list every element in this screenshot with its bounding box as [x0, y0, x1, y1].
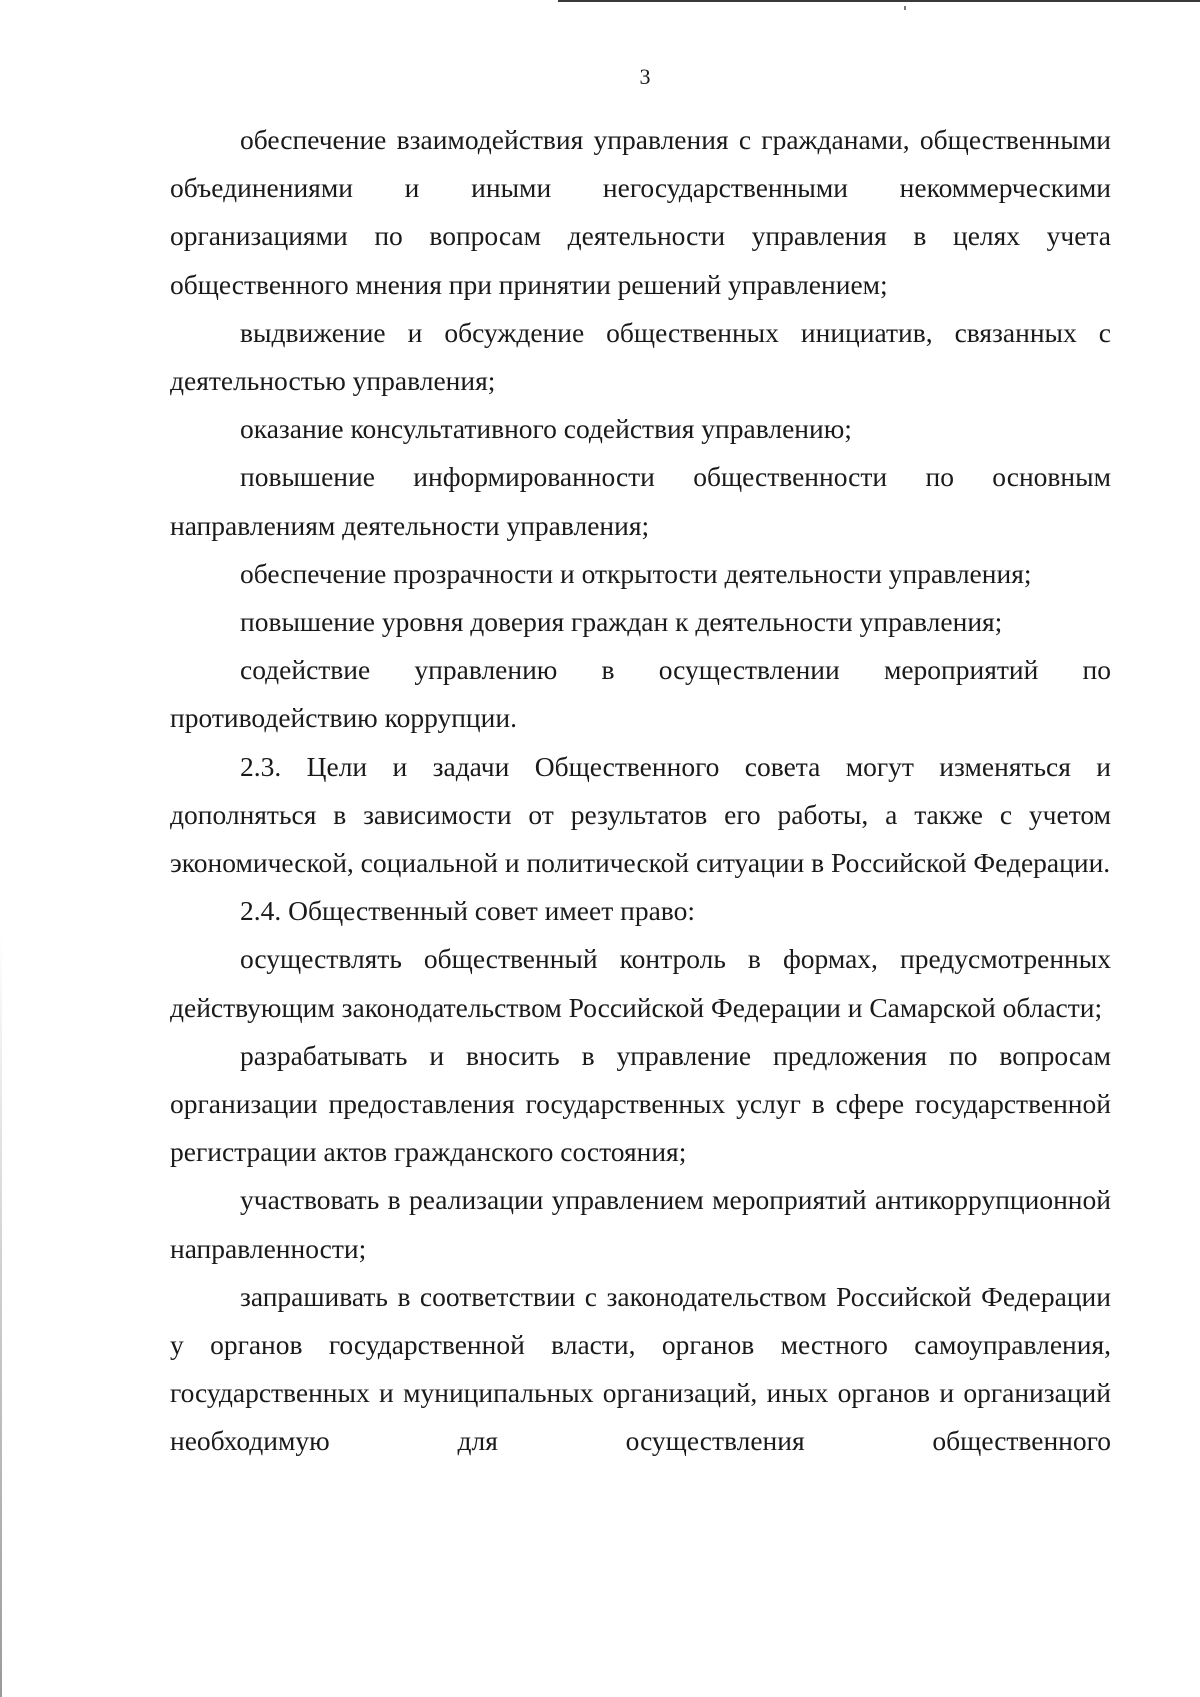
paragraph-anti-corruption-assistance: содействие управлению в осуществлении мероприятий по противодействию коррупции.: [170, 654, 1111, 734]
paragraph-proposals: разрабатывать и вносить в управление предложения по вопросам организации предоставления государственных услуг в сфере государственной регистрации актов гражданского состояния;: [170, 1039, 1111, 1168]
scan-top-edge-line: [558, 0, 1200, 2]
paragraph-consultative-assistance: оказание консультативного содействия управлению;: [240, 413, 852, 445]
paragraph-citizen-trust: повышение уровня доверия граждан к деятельности управления;: [240, 606, 1003, 638]
scan-speck: [904, 6, 906, 10]
paragraph-public-awareness: повышение информированности общественности по основным направлениям деятельности управления;: [170, 461, 1111, 541]
paragraph-section-2-3: 2.3. Цели и задачи Общественного совета могут изменяться и дополняться в зависимости от результатов его работы, а также с учетом экономической, социальной и политической ситуации в Российской Федерации.: [170, 750, 1111, 879]
page-number: 3: [639, 64, 651, 89]
paragraph-anti-corruption-participation: участвовать в реализации управлением мероприятий антикоррупционной направленности;: [170, 1184, 1111, 1264]
paragraph-public-control: осуществлять общественный контроль в формах, предусмотренных действующим законодательством Российской Федерации и Самарской области;: [170, 943, 1111, 1023]
paragraph-section-2-4-heading: 2.4. Общественный совет имеет право:: [240, 895, 695, 927]
paragraph-transparency: обеспечение прозрачности и открытости деятельности управления;: [240, 557, 1032, 589]
paragraph-information-requests: запрашивать в соответствии с законодательством Российской Федерации у органов государственной власти, органов местного самоуправления, государственных и муниципальных организаций, иных органов и организаций необходимую для осуществления общественного: [170, 1280, 1111, 1457]
scan-left-edge-shadow: [0, 0, 2, 1697]
paragraph-public-initiatives: выдвижение и обсуждение общественных инициатив, связанных с деятельностью управления;: [170, 316, 1111, 397]
document-body: [170, 116, 1111, 1466]
paragraph-public-interaction: обеспечение взаимодействия управления с гражданами, общественными объединениями и иными негосударственными некоммерческими организациями по вопросам деятельности управления в целях учета общественного мнения при принятии решений управлением;: [170, 124, 1111, 300]
